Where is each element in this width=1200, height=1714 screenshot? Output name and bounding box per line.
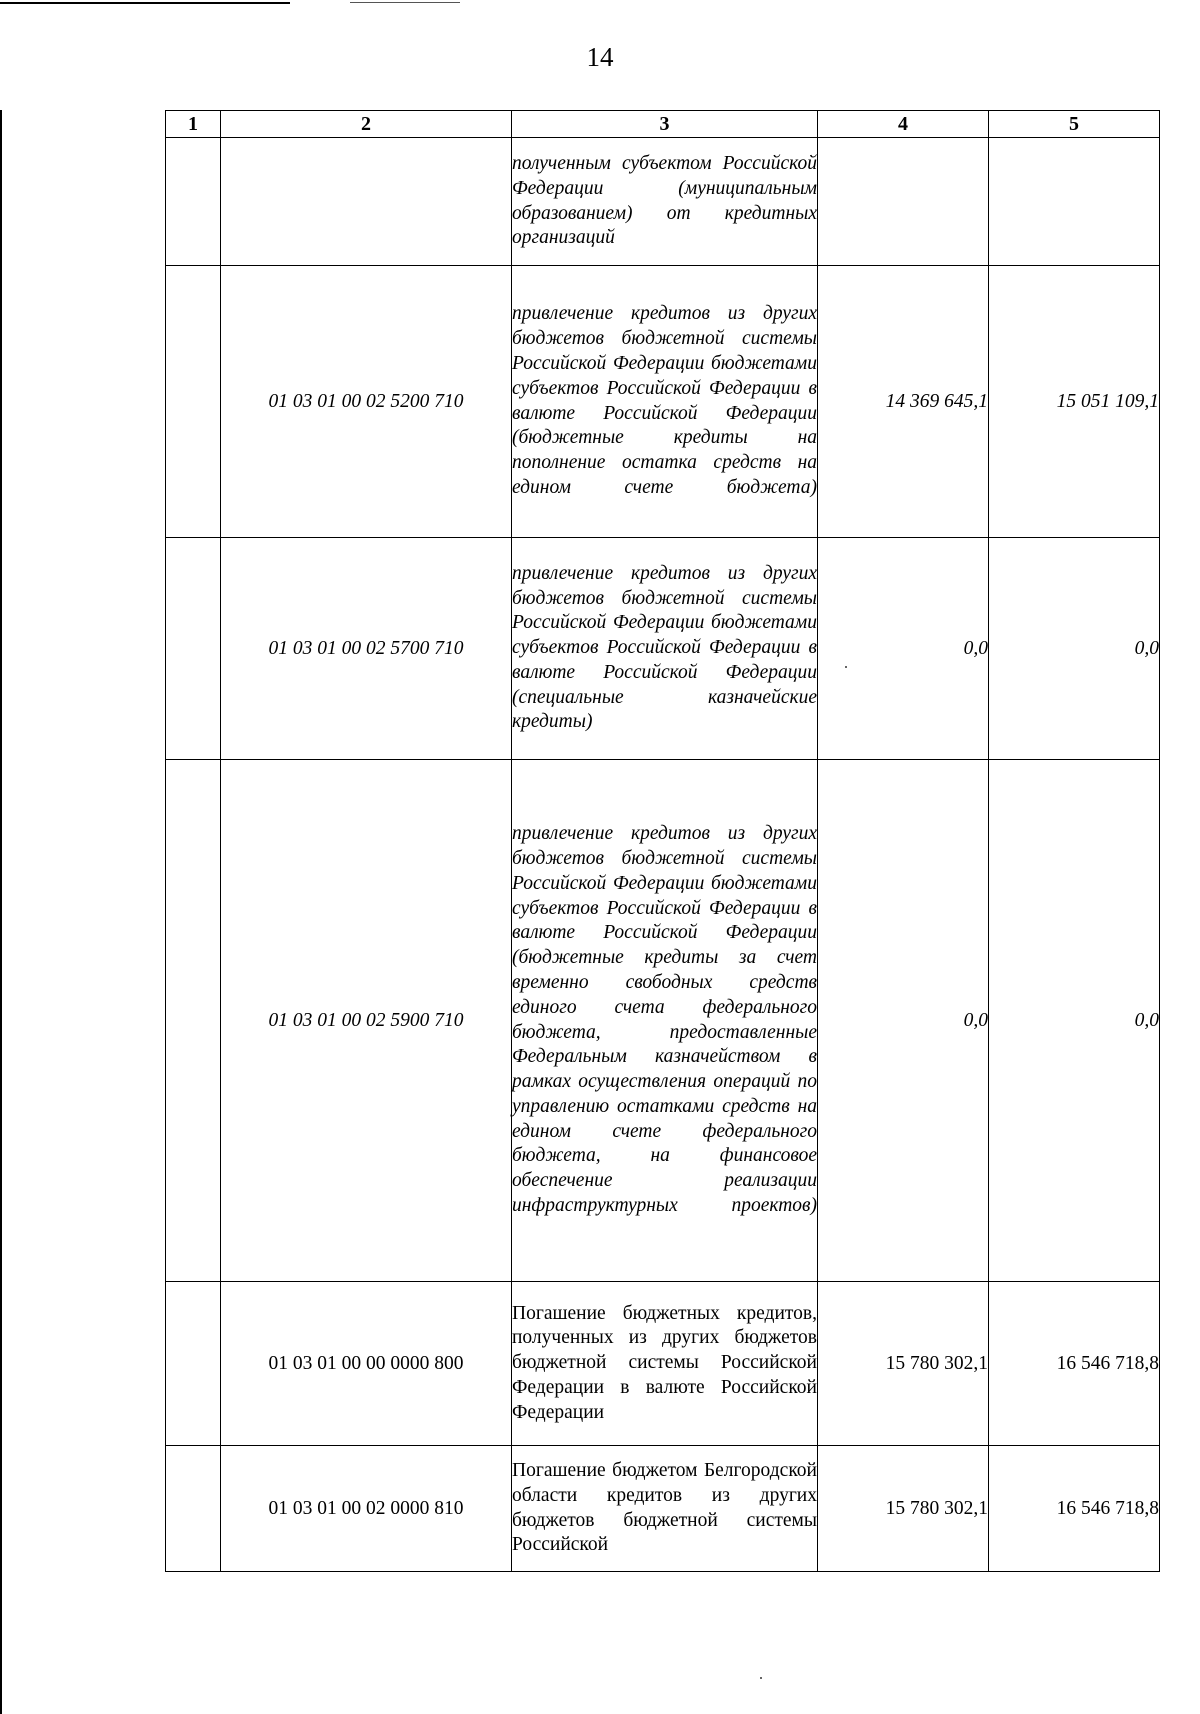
column-header-5: 5	[989, 111, 1160, 138]
value-col4-cell: 14 369 645,1	[818, 266, 989, 538]
column-header-4: 4	[818, 111, 989, 138]
scan-edge-top-faint	[350, 2, 460, 3]
value-col5-cell: 0,0	[989, 538, 1160, 760]
table-row	[166, 1446, 1160, 1572]
column-header-3: 3	[512, 111, 818, 138]
value-col5-cell: 15 051 109,1	[989, 266, 1160, 538]
row-index-cell	[166, 1282, 221, 1446]
column-header-1: 1	[166, 111, 221, 138]
budget-code-cell	[221, 138, 512, 266]
budget-table	[165, 110, 1160, 1572]
header-row	[166, 111, 1160, 138]
description-cell: привлечение кредитов из других бюджетов бюджетной системы Российской Федерации бюджетами субъектов Российской Федерации в валюте Российской Федерации (бюджетные кредиты на пополнение остатка средств на едином счете бюджета)	[512, 266, 818, 538]
budget-code-cell: 01 03 01 00 02 5200 710	[221, 266, 512, 538]
value-col4-cell: 0,0	[818, 538, 989, 760]
table-row	[166, 1282, 1160, 1446]
row-index-cell	[166, 266, 221, 538]
row-index-cell	[166, 138, 221, 266]
page-number: 14	[586, 42, 614, 72]
budget-code-cell: 01 03 01 00 02 5700 710	[221, 538, 512, 760]
table-row	[166, 760, 1160, 1282]
description-cell: Погашение бюджетом Белгородской области кредитов из других бюджетов бюджетной системы Российской	[512, 1446, 818, 1572]
value-col4-cell	[818, 138, 989, 266]
value-col5-cell: 16 546 718,8	[989, 1446, 1160, 1572]
description-cell: полученным субъектом Российской Федерации (муниципальным образованием) от кредитных организаций	[512, 138, 818, 266]
value-col5-cell: 16 546 718,8	[989, 1282, 1160, 1446]
row-index-cell	[166, 538, 221, 760]
scan-speck	[760, 1677, 762, 1679]
description-cell: Погашение бюджетных кредитов, полученных из других бюджетов бюджетной системы Российской Федерации в валюте Российской Федерации	[512, 1282, 818, 1446]
scan-edge-top	[0, 2, 290, 4]
budget-code-cell: 01 03 01 00 02 5900 710	[221, 760, 512, 1282]
value-col4-cell: 15 780 302,1	[818, 1446, 989, 1572]
table-row	[166, 138, 1160, 266]
budget-code-cell: 01 03 01 00 02 0000 810	[221, 1446, 512, 1572]
value-col5-cell: 0,0	[989, 760, 1160, 1282]
scan-edge-left	[0, 110, 2, 1714]
value-col4-cell: 0,0	[818, 760, 989, 1282]
value-col4-cell: 15 780 302,1	[818, 1282, 989, 1446]
value-col5-cell	[989, 138, 1160, 266]
table-row	[166, 538, 1160, 760]
column-header-2: 2	[221, 111, 512, 138]
description-cell: привлечение кредитов из других бюджетов бюджетной системы Российской Федерации бюджетами субъектов Российской Федерации в валюте Российской Федерации (специальные казначейские кредиты)	[512, 538, 818, 760]
description-cell: привлечение кредитов из других бюджетов бюджетной системы Российской Федерации бюджетами субъектов Российской Федерации в валюте Российской Федерации (бюджетные кредиты за счет временно свободных средств единого счета федерального бюджета, предоставленные Федеральным казначейством в рамках осуществления операций по управлению остатками средств на едином счете федерального бюджета, на финансовое обеспечение реализации инфраструктурных проектов)	[512, 760, 818, 1282]
row-index-cell	[166, 1446, 221, 1572]
table-row	[166, 266, 1160, 538]
row-index-cell	[166, 760, 221, 1282]
budget-code-cell: 01 03 01 00 00 0000 800	[221, 1282, 512, 1446]
